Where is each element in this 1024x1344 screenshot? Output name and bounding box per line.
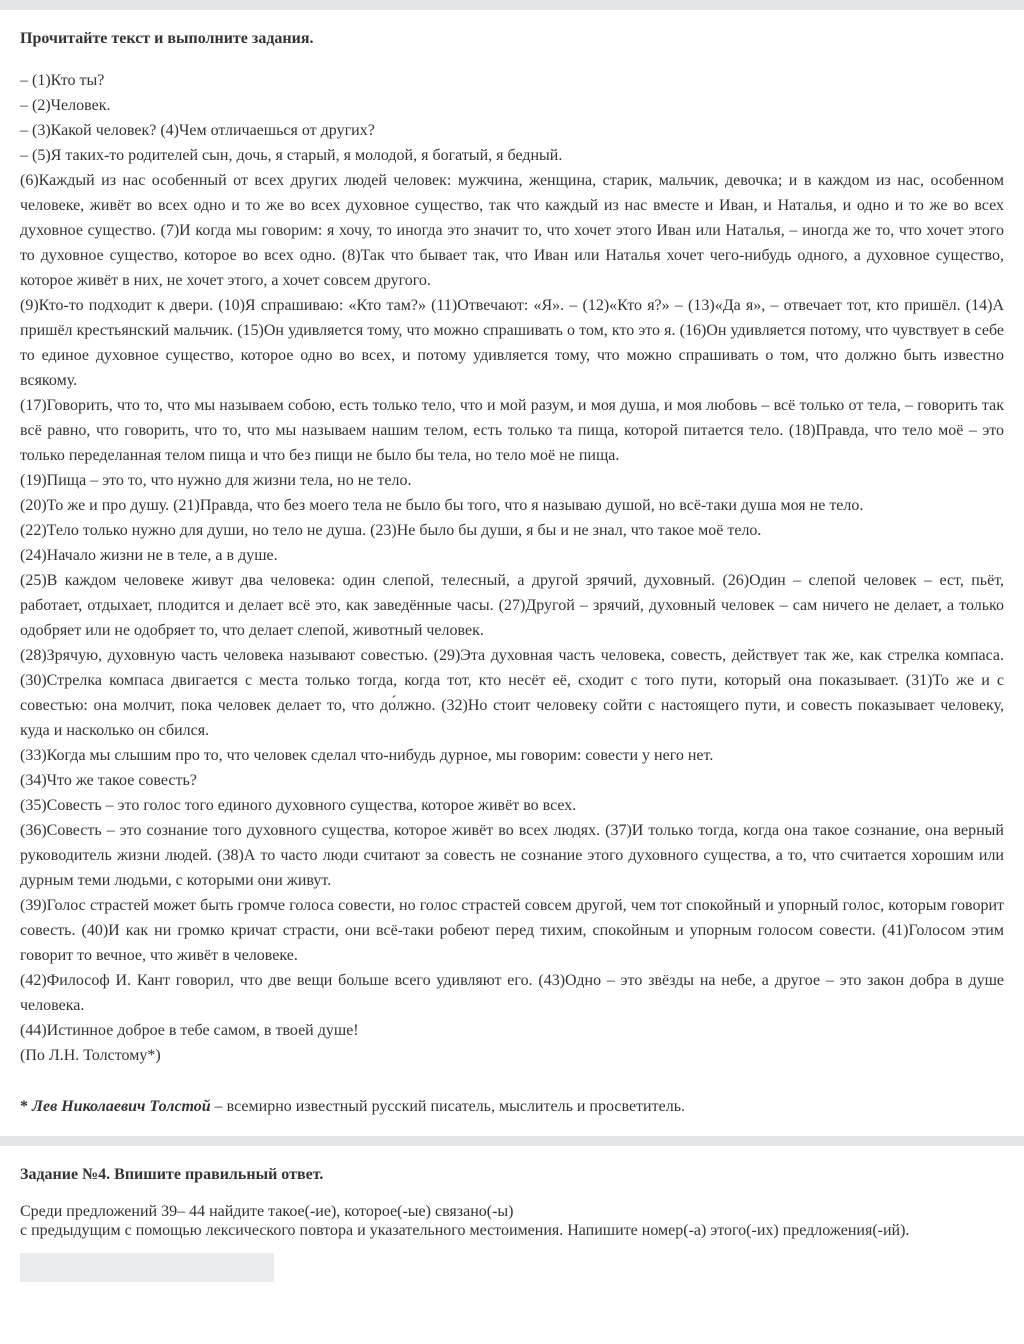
- paragraph: (6)Каждый из нас особенный от всех других людей человек: мужчина, женщина, старик, мальчик, девочка; и в каждом из нас, особенном человеке, живёт во всех одно и то же во всех духовное существо, так что каждый из нас вместе и Иван, и Наталья, и одно и то же во всех духовное существо. (7)И когда мы говорим: я хочу, то иногда это значит то, что хочет этого Иван или Наталья, – иногда же то, что хочет этого то духовное существо, которое во всех одно. (8)Так что бывает так, что Иван или Наталья хочет чего-нибудь одного, а духовное существо, которое живёт в них, не хочет этого, а хочет совсем другого.: [20, 172, 1004, 289]
- paragraph: (25)В каждом человеке живут два человека: один слепой, телесный, а другой зрячий, духовный. (26)Один – слепой человек – ест, пьёт, работает, отдыхает, плодится и делает всё это, как заведённые часы. (27)Другой – зрячий, духовный человек – сам ничего не делает, а только одобряет или не одобряет то, что делает слепой, животный человек.: [20, 572, 1004, 639]
- text-source: (По Л.Н. Толстому*): [20, 1047, 161, 1064]
- paragraph: (24)Начало жизни не в теле, а в душе.: [20, 547, 278, 564]
- reading-text: [20, 68, 1004, 1068]
- section-separator-band: [0, 1136, 1024, 1146]
- paragraph: (35)Совесть – это голос того единого духовного существа, которое живёт во всех.: [20, 797, 577, 814]
- task-section: [0, 1146, 1024, 1282]
- paragraph: (44)Истинное доброе в тебе самом, в твоей душе!: [20, 1022, 359, 1039]
- paragraph: – (5)Я таких-то родителей сын, дочь, я старый, я молодой, я богатый, я бедный.: [20, 147, 563, 164]
- paragraph: (42)Философ И. Кант говорил, что две вещи больше всего удивляют его. (43)Одно – это звёзды на небе, а другое – это закон добра в душе человека.: [20, 972, 1004, 1014]
- reading-title: Прочитайте текст и выполните задания.: [20, 30, 314, 47]
- top-separator-band: [0, 0, 1024, 10]
- paragraph: (17)Говорить, что то, что мы называем собою, есть только тело, что и мой разум, и моя душа, и моя любовь – всё только от тела, – говорить так всё равно, что говорить, что то, что мы называем нашим телом, есть только та пища, которой питается тело. (18)Правда, что тело моё – это только переделанная телом пища и что без пищи не было бы тела, но тело моё не пища.: [20, 397, 1004, 464]
- paragraph: (34)Что же такое совесть?: [20, 772, 197, 789]
- paragraph: (20)То же и про душу. (21)Правда, что без моего тела не было бы того, что я называю душой, но всё-таки душа моя не тело.: [20, 497, 864, 514]
- reading-section: [0, 10, 1024, 1118]
- footnote-text: – всемирно известный русский писатель, мыслитель и просветитель.: [210, 1098, 685, 1115]
- paragraph: (28)Зрячую, духовную часть человека называют совестью. (29)Эта духовная часть человека, совесть, действует так же, как стрелка компаса. (30)Стрелка компаса двигается с места только тогда, когда тот, кто несёт её, сходит с того пути, который она показывает. (31)То же и с совестью: она молчит, пока человек делает то, что до́лжно. (32)Но стоит человеку сойти с настоящего пути, и совесть показывает человеку, куда и насколько он сбился.: [20, 647, 1004, 739]
- paragraph: – (3)Какой человек? (4)Чем отличаешься от других?: [20, 122, 375, 139]
- paragraph: (19)Пища – это то, что нужно для жизни тела, но не тело.: [20, 472, 412, 489]
- paragraph: (9)Кто-то подходит к двери. (10)Я спрашиваю: «Кто там?» (11)Отвечают: «Я». – (12)«Кто я?» – (13)«Да я», – отвечает тот, кто пришёл. (14)А пришёл крестьянский мальчик. (15)Он удивляется тому, что можно спрашивать о том, кто это я. (16)Он удивляется потому, что чувствует в себе то единое духовное существо, которое одно во всех, и потому удивляется тому, что можно спрашивать о том, что должно быть известно всякому.: [20, 297, 1004, 389]
- task-line-2: с предыдущим с помощью лексического повтора и указательного местоимения. Напишите номер(-а) этого(-их) предложения(-ий).: [20, 1222, 910, 1239]
- task-line-1: Среди предложений 39– 44 найдите такое(-ие), которое(-ые) связано(-ы): [20, 1203, 514, 1220]
- paragraph: – (1)Кто ты?: [20, 72, 105, 89]
- footnote-author: Лев Николаевич Толстой: [32, 1098, 211, 1115]
- footnote: [20, 1096, 1004, 1118]
- task-title: Задание №4. Впишите правильный ответ.: [20, 1166, 324, 1183]
- paragraph: (36)Совесть – это сознание того духовного существа, которое живёт во всех людях. (37)И только тогда, когда она такое сознание, она верный руководитель жизни людей. (38)А то часто люди считают за совесть не сознание этого духовного существа, а то, что считается хорошим или дурным теми людьми, с которыми они живут.: [20, 822, 1004, 889]
- paragraph: (22)Тело только нужно для души, но тело не душа. (23)Не было бы души, я бы и не знал, что такое моё тело.: [20, 522, 762, 539]
- footnote-marker: *: [20, 1098, 28, 1115]
- answer-input[interactable]: [20, 1253, 274, 1282]
- task-instructions: [20, 1202, 1004, 1240]
- paragraph: – (2)Человек.: [20, 97, 111, 114]
- paragraph: (33)Когда мы слышим про то, что человек сделал что-нибудь дурное, мы говорим: совести у него нет.: [20, 747, 714, 764]
- paragraph: (39)Голос страстей может быть громче голоса совести, но голос страстей совсем другой, чем тот спокойный и упорный голос, которым говорит совесть. (40)И как ни громко кричат страсти, они всё-таки робеют перед тихим, спокойным и упорным голосом совести. (41)Голосом этим говорит то вечное, что живёт в человеке.: [20, 897, 1004, 964]
